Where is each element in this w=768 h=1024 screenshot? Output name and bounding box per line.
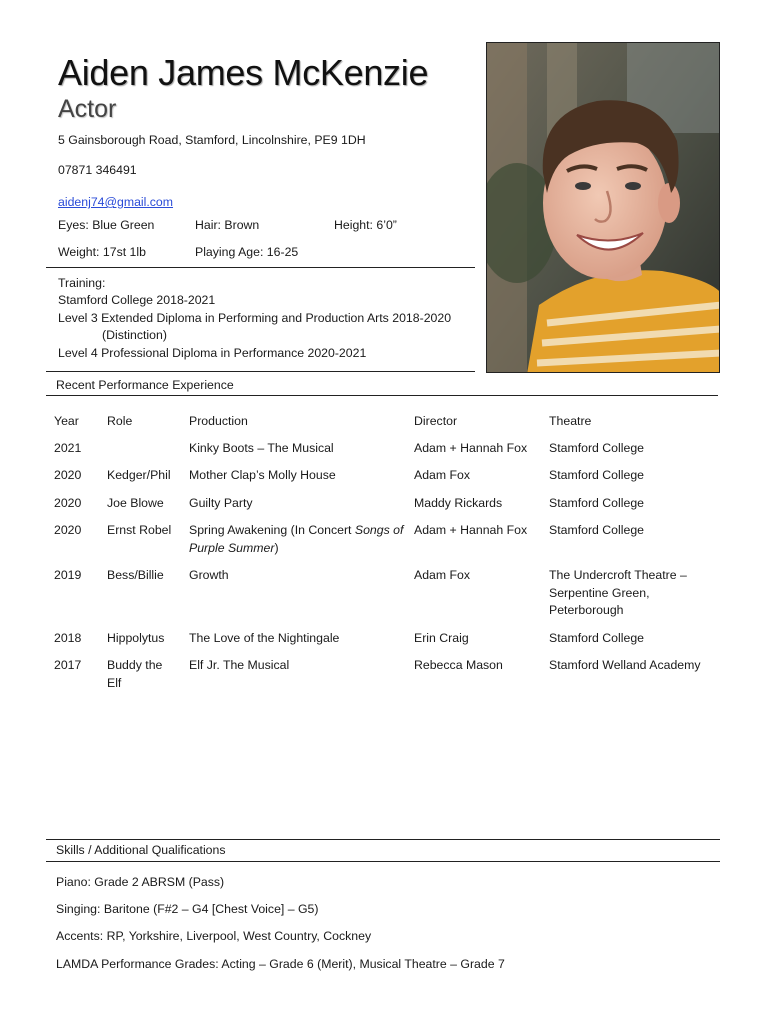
theatre-cell: Stamford College <box>549 631 645 645</box>
role-cell: Joe Blowe <box>107 496 164 510</box>
height-value: 6’0” <box>376 218 397 232</box>
address: 5 Gainsborough Road, Stamford, Lincolnshire, PE9 1DH <box>58 133 366 147</box>
eyes-value: Blue Green <box>92 218 155 232</box>
role-cell: Hippolytus <box>107 631 165 645</box>
production-cell: Guilty Party <box>189 496 253 510</box>
column-header: Director <box>414 414 458 428</box>
director-cell: Maddy Rickards <box>414 496 503 510</box>
theatre-cell: Stamford College <box>549 496 645 510</box>
skill-label: Accents: <box>56 929 104 943</box>
divider <box>46 839 720 840</box>
weight-attr <box>58 245 146 259</box>
playing-age-attr <box>195 245 298 259</box>
production-cell: The Love of the Nightingale <box>189 631 340 645</box>
role-cell: Buddy the Elf <box>107 658 163 690</box>
production-cell <box>189 522 409 557</box>
production-cell: Kinky Boots – The Musical <box>189 441 334 455</box>
director-cell: Adam Fox <box>414 468 471 482</box>
skill-value: Grade 2 ABRSM (Pass) <box>94 875 225 889</box>
divider <box>46 267 475 268</box>
skill-value: RP, Yorkshire, Liverpool, West Country, Cockney <box>106 929 372 943</box>
column-header: Production <box>189 414 248 428</box>
eyes-label: Eyes: <box>58 218 89 232</box>
production-subtitle: Songs of Purple Summer <box>189 523 404 555</box>
experience-heading: Recent Performance Experience <box>56 378 234 392</box>
director-cell: Adam Fox <box>414 568 471 582</box>
phone-number: 07871 346491 <box>58 163 137 177</box>
production-text: Spring Awakening (In Concert <box>189 523 355 537</box>
role-cell: Bess/Billie <box>107 568 164 582</box>
column-header: Role <box>107 414 133 428</box>
skill-value: Baritone (F#2 – G4 [Chest Voice] – G5) <box>103 902 319 916</box>
skill-item <box>56 875 224 889</box>
hair-attr <box>195 218 259 232</box>
training-line: Level 3 Extended Diploma in Performing and Production Arts 2018-2020 <box>58 311 452 325</box>
actor-title: Actor <box>58 95 117 123</box>
divider <box>46 861 720 862</box>
hair-value: Brown <box>224 218 260 232</box>
director-cell: Erin Craig <box>414 631 469 645</box>
year-cell: 2021 <box>54 441 82 455</box>
production-cell: Elf Jr. The Musical <box>189 658 290 672</box>
production-cell: Mother Clap’s Molly House <box>189 468 336 482</box>
hair-label: Hair: <box>195 218 221 232</box>
skill-label: Piano: <box>56 875 91 889</box>
playing-age-label: Playing Age: <box>195 245 264 259</box>
height-label: Height: <box>334 218 373 232</box>
year-cell: 2020 <box>54 496 82 510</box>
training-line: Stamford College 2018-2021 <box>58 293 216 307</box>
role-cell: Ernst Robel <box>107 523 172 537</box>
director-cell: Adam + Hannah Fox <box>414 441 528 455</box>
eyes-attr <box>58 218 154 232</box>
weight-value: 17st 1lb <box>102 245 146 259</box>
skills-heading: Skills / Additional Qualifications <box>56 843 226 857</box>
theatre-cell: Stamford College <box>549 523 645 537</box>
divider <box>46 395 718 396</box>
skill-value: Acting – Grade 6 (Merit), Musical Theatre – Grade 7 <box>221 957 505 971</box>
divider <box>46 371 475 372</box>
role-cell: Kedger/Phil <box>107 468 171 482</box>
year-cell: 2020 <box>54 468 82 482</box>
skill-item <box>56 957 505 971</box>
column-header: Theatre <box>549 414 592 428</box>
playing-age-value: 16-25 <box>266 245 299 259</box>
column-header: Year <box>54 414 79 428</box>
training-line: (Distinction) <box>102 328 167 342</box>
skill-item <box>56 929 371 943</box>
theatre-cell: Stamford Welland Academy <box>549 658 701 672</box>
height-attr <box>334 218 397 232</box>
training-line: Level 4 Professional Diploma in Performance 2020-2021 <box>58 346 367 360</box>
email-link[interactable]: aidenj74@gmail.com <box>58 195 174 209</box>
theatre-cell: The Undercroft Theatre – Serpentine Green, Peterborough <box>549 568 687 617</box>
year-cell: 2020 <box>54 523 82 537</box>
year-cell: 2019 <box>54 568 82 582</box>
theatre-cell: Stamford College <box>549 468 645 482</box>
weight-label: Weight: <box>58 245 100 259</box>
skill-label: LAMDA Performance Grades: <box>56 957 219 971</box>
headshot-photo <box>486 42 720 373</box>
actor-name: Aiden James McKenzie <box>58 52 429 93</box>
production-text: ) <box>274 540 279 555</box>
skill-item <box>56 902 319 916</box>
year-cell: 2017 <box>54 658 82 672</box>
training-heading: Training: <box>58 276 106 290</box>
production-cell: Growth <box>189 568 229 582</box>
director-cell: Rebecca Mason <box>414 658 503 672</box>
year-cell: 2018 <box>54 631 82 645</box>
skill-label: Singing: <box>56 902 101 916</box>
theatre-cell: Stamford College <box>549 441 645 455</box>
director-cell: Adam + Hannah Fox <box>414 523 528 537</box>
